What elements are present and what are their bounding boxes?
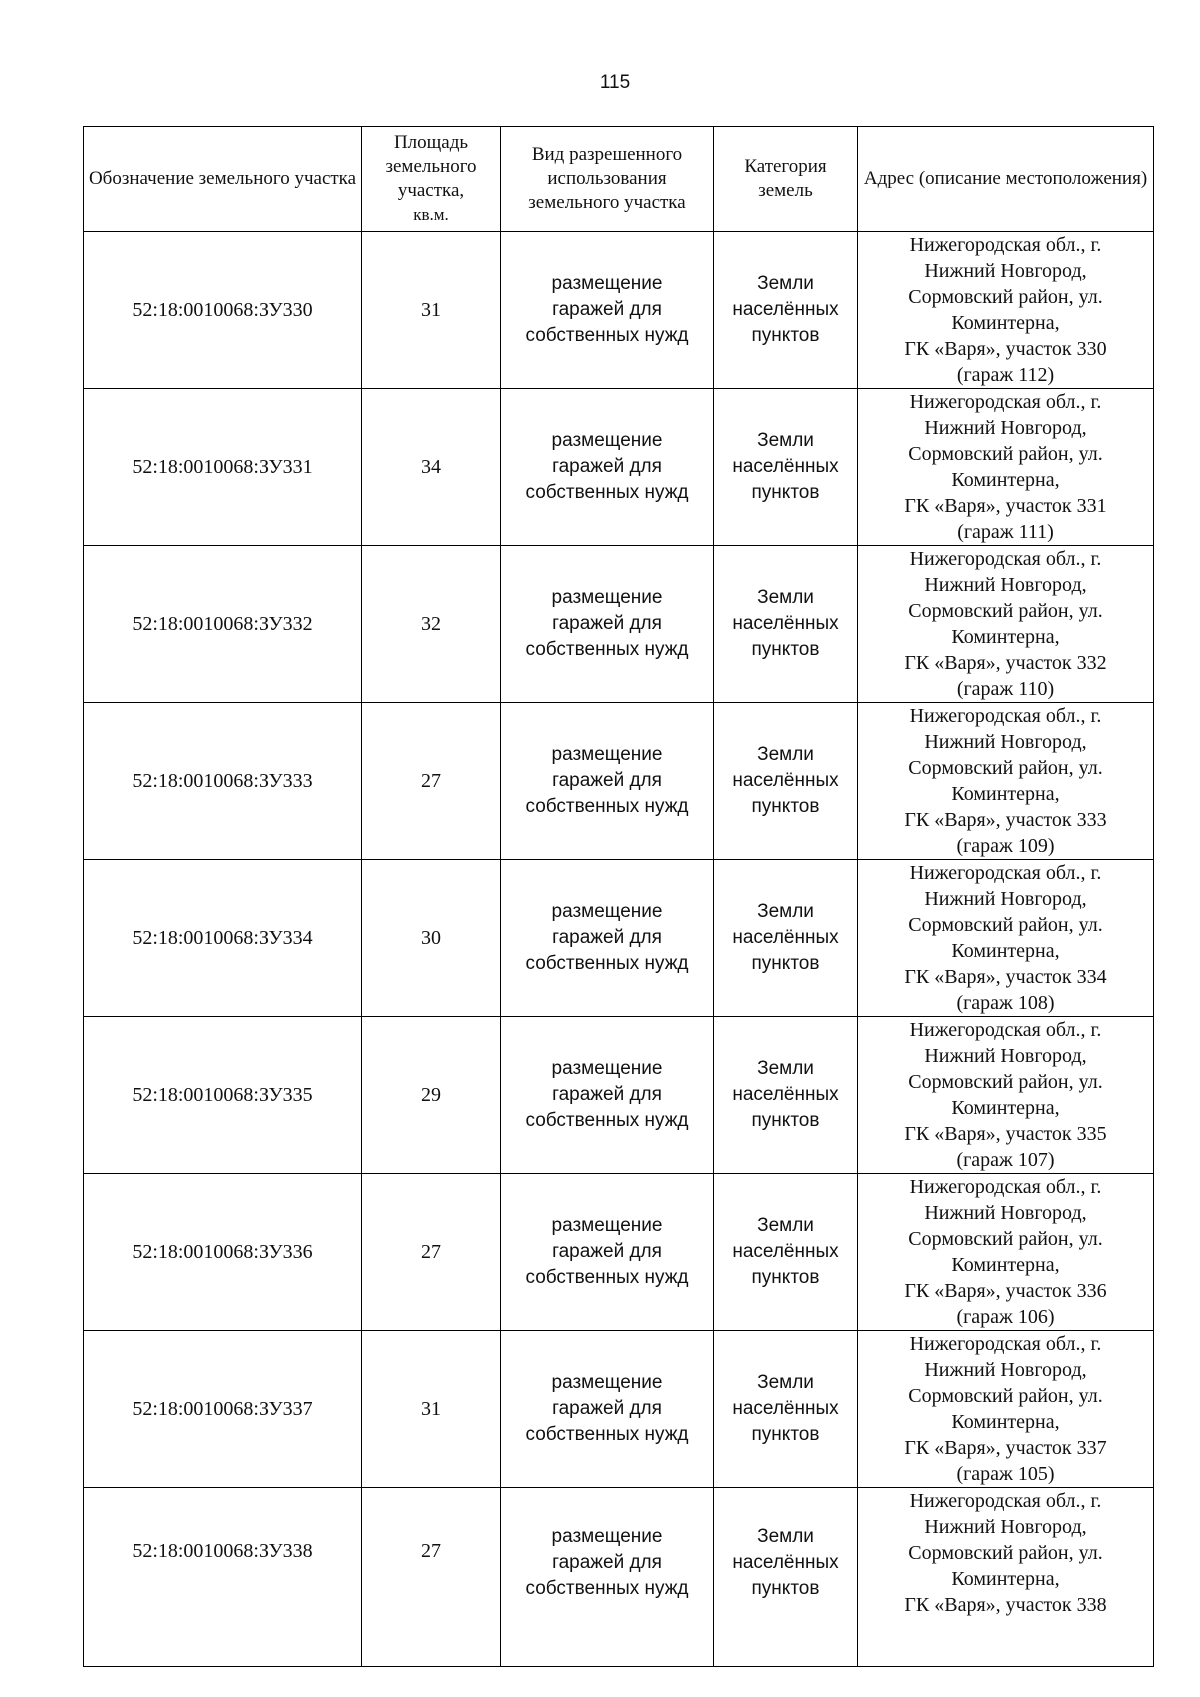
category-line: Земли bbox=[757, 744, 814, 765]
plot-area: 30 bbox=[421, 927, 441, 949]
address-line: Коминтерна, bbox=[951, 940, 1060, 962]
usage-line: размещение bbox=[551, 1215, 663, 1236]
plot-designation: 52:18:0010068:ЗУ335 bbox=[132, 1084, 313, 1106]
address-line: Сормовский район, ул. bbox=[908, 600, 1103, 622]
address-plot: ГК «Варя», участок 336 bbox=[904, 1280, 1107, 1302]
category-line: Земли bbox=[757, 1215, 814, 1236]
usage-line: собственных нужд bbox=[525, 325, 689, 346]
land-plots-table bbox=[83, 126, 1154, 1667]
header-category: Категория земель bbox=[714, 127, 858, 232]
table-row bbox=[84, 1488, 1154, 1667]
address-garage: (гараж 108) bbox=[956, 992, 1055, 1014]
category-line: пунктов bbox=[751, 1267, 820, 1288]
address-line: Коминтерна, bbox=[951, 312, 1060, 334]
address-garage: (гараж 112) bbox=[956, 364, 1055, 386]
category-cell bbox=[714, 860, 858, 1017]
plot-designation-cell bbox=[84, 1331, 362, 1488]
address-line: Сормовский район, ул. bbox=[908, 1228, 1103, 1250]
plot-designation: 52:18:0010068:ЗУ333 bbox=[132, 770, 313, 792]
plot-area: 29 bbox=[421, 1084, 441, 1106]
usage-cell bbox=[501, 1488, 714, 1667]
address-cell bbox=[858, 1017, 1154, 1174]
address-line: Сормовский район, ул. bbox=[908, 757, 1103, 779]
address-line: Нижний Новгород, bbox=[924, 1202, 1087, 1224]
usage-cell bbox=[501, 389, 714, 546]
table-header-row bbox=[84, 127, 1154, 232]
category-line: Земли bbox=[757, 430, 814, 451]
category-cell bbox=[714, 389, 858, 546]
plot-designation-cell bbox=[84, 546, 362, 703]
header-area-line: Площадь bbox=[393, 132, 469, 153]
category-line: населённых bbox=[732, 770, 839, 791]
category-line: пунктов bbox=[751, 482, 820, 503]
plot-designation-cell bbox=[84, 1488, 362, 1667]
usage-line: собственных нужд bbox=[525, 1267, 689, 1288]
address-line: Нижегородская обл., г. bbox=[909, 1019, 1102, 1041]
usage-line: собственных нужд bbox=[525, 1424, 689, 1445]
address-line: Нижегородская обл., г. bbox=[909, 548, 1102, 570]
address-cell bbox=[858, 703, 1154, 860]
header-area-unit: кв.м. bbox=[413, 205, 449, 224]
plot-designation-cell bbox=[84, 860, 362, 1017]
usage-line: собственных нужд bbox=[525, 953, 689, 974]
address-line: Нижний Новгород, bbox=[924, 1045, 1087, 1067]
address-line: Сормовский район, ул. bbox=[908, 1385, 1103, 1407]
address-line: Нижегородская обл., г. bbox=[909, 391, 1102, 413]
category-line: Земли bbox=[757, 1058, 814, 1079]
plot-area: 34 bbox=[421, 456, 441, 478]
usage-cell bbox=[501, 546, 714, 703]
address-line: Сормовский район, ул. bbox=[908, 443, 1103, 465]
address-line: Коминтерна, bbox=[951, 626, 1060, 648]
category-cell bbox=[714, 1488, 858, 1667]
address-garage: (гараж 111) bbox=[957, 521, 1054, 543]
category-line: Земли bbox=[757, 1372, 814, 1393]
category-line: населённых bbox=[732, 299, 839, 320]
usage-cell bbox=[501, 1174, 714, 1331]
category-line: населённых bbox=[732, 456, 839, 477]
address-cell bbox=[858, 860, 1154, 1017]
plot-designation: 52:18:0010068:ЗУ331 bbox=[132, 456, 313, 478]
address-line: Сормовский район, ул. bbox=[908, 1542, 1103, 1564]
address-plot: ГК «Варя», участок 338 bbox=[904, 1594, 1107, 1616]
usage-line: гаражей для bbox=[552, 1241, 662, 1262]
address-plot: ГК «Варя», участок 332 bbox=[904, 652, 1107, 674]
category-line: населённых bbox=[732, 1084, 839, 1105]
plot-designation: 52:18:0010068:ЗУ337 bbox=[132, 1398, 313, 1420]
table-row bbox=[84, 232, 1154, 389]
category-line: пунктов bbox=[751, 796, 820, 817]
category-line: Земли bbox=[757, 901, 814, 922]
page-number: 115 bbox=[599, 72, 631, 93]
header-area-line: участка, bbox=[397, 180, 465, 201]
usage-line: размещение bbox=[551, 587, 663, 608]
plot-area-cell bbox=[362, 232, 501, 389]
address-line: Коминтерна, bbox=[951, 469, 1060, 491]
plot-designation: 52:18:0010068:ЗУ330 bbox=[132, 299, 313, 321]
category-line: пунктов bbox=[751, 1578, 820, 1599]
address-garage: (гараж 110) bbox=[956, 678, 1055, 700]
usage-line: размещение bbox=[551, 273, 663, 294]
header-usage: Вид разрешенного использования земельного участка bbox=[501, 127, 714, 232]
usage-cell bbox=[501, 1017, 714, 1174]
address-cell bbox=[858, 1488, 1154, 1667]
plot-area-cell bbox=[362, 546, 501, 703]
address-line: Нижегородская обл., г. bbox=[909, 862, 1102, 884]
plot-designation-cell bbox=[84, 389, 362, 546]
category-line: Земли bbox=[757, 273, 814, 294]
address-line: Нижегородская обл., г. bbox=[909, 1490, 1102, 1512]
usage-line: собственных нужд bbox=[525, 1110, 689, 1131]
address-garage: (гараж 106) bbox=[956, 1306, 1055, 1328]
table-body bbox=[84, 232, 1154, 1667]
table-row bbox=[84, 389, 1154, 546]
plot-designation-cell bbox=[84, 232, 362, 389]
address-line: Коминтерна, bbox=[951, 1568, 1060, 1590]
address-plot: ГК «Варя», участок 333 bbox=[904, 809, 1107, 831]
plot-designation: 52:18:0010068:ЗУ338 bbox=[132, 1540, 313, 1562]
address-line: Нижний Новгород, bbox=[924, 731, 1087, 753]
category-line: населённых bbox=[732, 927, 839, 948]
address-line: Нижний Новгород, bbox=[924, 888, 1087, 910]
usage-line: собственных нужд bbox=[525, 482, 689, 503]
plot-area-cell bbox=[362, 703, 501, 860]
usage-cell bbox=[501, 232, 714, 389]
address-cell bbox=[858, 1174, 1154, 1331]
address-plot: ГК «Варя», участок 330 bbox=[904, 338, 1107, 360]
category-line: населённых bbox=[732, 1398, 839, 1419]
usage-line: размещение bbox=[551, 1526, 663, 1547]
category-cell bbox=[714, 546, 858, 703]
address-plot: ГК «Варя», участок 337 bbox=[904, 1437, 1107, 1459]
plot-area: 27 bbox=[421, 1241, 441, 1263]
address-plot: ГК «Варя», участок 335 bbox=[904, 1123, 1107, 1145]
plot-designation-cell bbox=[84, 703, 362, 860]
usage-line: гаражей для bbox=[552, 299, 662, 320]
category-cell bbox=[714, 232, 858, 389]
category-cell bbox=[714, 1017, 858, 1174]
plot-area-cell bbox=[362, 860, 501, 1017]
usage-cell bbox=[501, 1331, 714, 1488]
usage-line: собственных нужд bbox=[525, 1578, 689, 1599]
table-row bbox=[84, 1017, 1154, 1174]
usage-line: гаражей для bbox=[552, 1398, 662, 1419]
plot-area: 27 bbox=[421, 770, 441, 792]
address-line: Коминтерна, bbox=[951, 1254, 1060, 1276]
usage-line: гаражей для bbox=[552, 1084, 662, 1105]
header-address: Адрес (описание местоположения) bbox=[858, 127, 1154, 232]
table-row bbox=[84, 703, 1154, 860]
usage-line: гаражей для bbox=[552, 927, 662, 948]
address-cell bbox=[858, 1331, 1154, 1488]
usage-line: гаражей для bbox=[552, 613, 662, 634]
address-cell bbox=[858, 232, 1154, 389]
category-cell bbox=[714, 1174, 858, 1331]
usage-line: размещение bbox=[551, 901, 663, 922]
category-line: пунктов bbox=[751, 1110, 820, 1131]
address-garage: (гараж 105) bbox=[956, 1463, 1055, 1485]
header-designation: Обозначение земельного участка bbox=[84, 127, 362, 232]
category-line: пунктов bbox=[751, 953, 820, 974]
category-cell bbox=[714, 1331, 858, 1488]
address-line: Коминтерна, bbox=[951, 783, 1060, 805]
address-garage: (гараж 109) bbox=[956, 835, 1055, 857]
header-area bbox=[362, 127, 501, 232]
address-plot: ГК «Варя», участок 331 bbox=[904, 495, 1107, 517]
category-line: Земли bbox=[757, 587, 814, 608]
address-line: Нижегородская обл., г. bbox=[909, 1333, 1102, 1355]
plot-designation: 52:18:0010068:ЗУ336 bbox=[132, 1241, 313, 1263]
address-line: Нижегородская обл., г. bbox=[909, 705, 1102, 727]
category-line: населённых bbox=[732, 1241, 839, 1262]
header-area-line: земельного bbox=[385, 156, 477, 177]
table-row bbox=[84, 1174, 1154, 1331]
category-line: населённых bbox=[732, 613, 839, 634]
table-row bbox=[84, 546, 1154, 703]
plot-area-cell bbox=[362, 1174, 501, 1331]
address-line: Нижегородская обл., г. bbox=[909, 234, 1102, 256]
category-line: пунктов bbox=[751, 639, 820, 660]
plot-area: 31 bbox=[421, 299, 441, 321]
address-line: Нижний Новгород, bbox=[924, 417, 1087, 439]
plot-designation: 52:18:0010068:ЗУ334 bbox=[132, 927, 313, 949]
address-line: Сормовский район, ул. bbox=[908, 1071, 1103, 1093]
usage-line: размещение bbox=[551, 1372, 663, 1393]
category-cell bbox=[714, 703, 858, 860]
plot-area-cell bbox=[362, 1331, 501, 1488]
plot-area: 27 bbox=[421, 1540, 441, 1562]
plot-area-cell bbox=[362, 1017, 501, 1174]
plot-area-cell bbox=[362, 389, 501, 546]
usage-cell bbox=[501, 703, 714, 860]
address-garage: (гараж 107) bbox=[956, 1149, 1055, 1171]
address-line: Нижегородская обл., г. bbox=[909, 1176, 1102, 1198]
plot-area-cell bbox=[362, 1488, 501, 1667]
address-line: Нижний Новгород, bbox=[924, 1359, 1087, 1381]
address-plot: ГК «Варя», участок 334 bbox=[904, 966, 1107, 988]
usage-line: гаражей для bbox=[552, 1552, 662, 1573]
address-line: Нижний Новгород, bbox=[924, 1516, 1087, 1538]
table-row bbox=[84, 1331, 1154, 1488]
usage-line: размещение bbox=[551, 430, 663, 451]
usage-line: собственных нужд bbox=[525, 639, 689, 660]
plot-designation-cell bbox=[84, 1174, 362, 1331]
address-line: Коминтерна, bbox=[951, 1411, 1060, 1433]
address-line: Нижний Новгород, bbox=[924, 260, 1087, 282]
address-line: Сормовский район, ул. bbox=[908, 286, 1103, 308]
usage-line: гаражей для bbox=[552, 770, 662, 791]
category-line: Земли bbox=[757, 1526, 814, 1547]
address-line: Коминтерна, bbox=[951, 1097, 1060, 1119]
plot-designation-cell bbox=[84, 1017, 362, 1174]
address-line: Сормовский район, ул. bbox=[908, 914, 1103, 936]
table-row bbox=[84, 860, 1154, 1017]
address-cell bbox=[858, 546, 1154, 703]
plot-designation: 52:18:0010068:ЗУ332 bbox=[132, 613, 313, 635]
usage-line: размещение bbox=[551, 1058, 663, 1079]
address-line: Нижний Новгород, bbox=[924, 574, 1087, 596]
usage-line: гаражей для bbox=[552, 456, 662, 477]
usage-line: размещение bbox=[551, 744, 663, 765]
category-line: пунктов bbox=[751, 1424, 820, 1445]
plot-area: 32 bbox=[421, 613, 441, 635]
category-line: пунктов bbox=[751, 325, 820, 346]
address-cell bbox=[858, 389, 1154, 546]
plot-area: 31 bbox=[421, 1398, 441, 1420]
usage-line: собственных нужд bbox=[525, 796, 689, 817]
usage-cell bbox=[501, 860, 714, 1017]
category-line: населённых bbox=[732, 1552, 839, 1573]
